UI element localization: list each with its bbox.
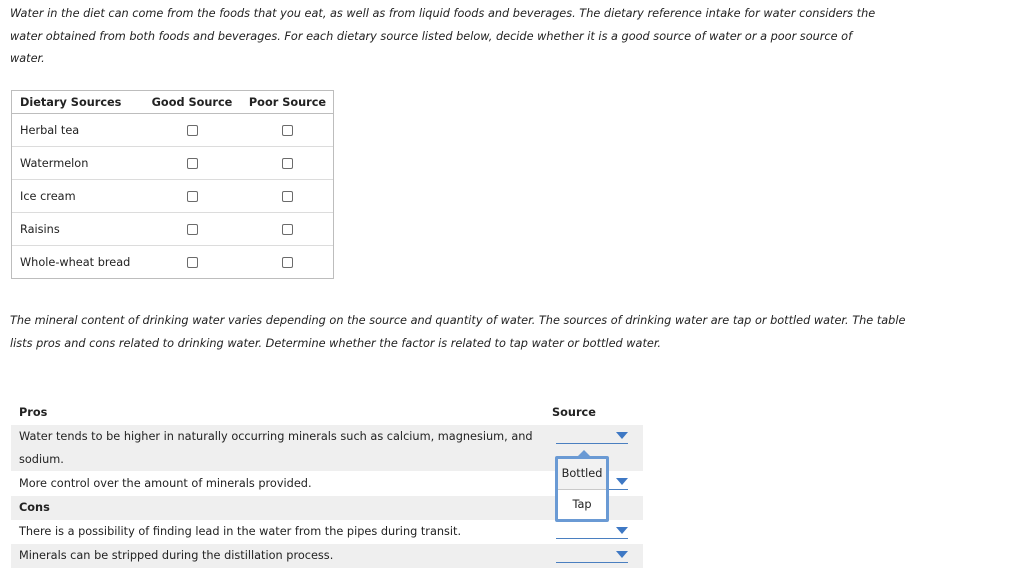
ice-cream-good-checkbox[interactable]	[187, 191, 198, 202]
chevron-down-icon	[616, 527, 628, 534]
table-header	[12, 91, 333, 114]
popup-caret-icon	[578, 450, 590, 456]
watermelon-good-checkbox[interactable]	[187, 158, 198, 169]
pro-1-source-dropdown[interactable]	[556, 429, 628, 444]
raisins-good-checkbox[interactable]	[187, 224, 198, 235]
con-2-text: Minerals can be stripped during the distillation process.	[19, 549, 334, 562]
option-tap[interactable]: Tap	[572, 498, 592, 511]
pro-1-text: Water tends to be higher in naturally occurring minerals such as calcium, magnesium, and sodium.	[19, 430, 533, 466]
mineral-instructions: The mineral content of drinking water varies depending on the source and quantity of water. The sources of drinking water are tap or bottled water. The table lists pros and cons related to drinking water. Determine whether the factor is related to tap water or bottled water.	[10, 314, 906, 350]
table-row	[11, 520, 643, 544]
chevron-down-icon	[616, 551, 628, 558]
cons-header-row	[11, 496, 643, 520]
intro-instructions: Water in the diet can come from the foods that you eat, as well as from liquid foods and beverages. The dietary reference intake for water considers the water obtained from both foods and beverages. For each dietary source listed below, decide whether it is a good source of water or a poor source of water.	[10, 7, 876, 65]
herbal-tea-good-checkbox[interactable]	[187, 125, 198, 136]
row-label-whole-wheat-bread: Whole-wheat bread	[20, 255, 131, 269]
row-label-herbal-tea: Herbal tea	[20, 123, 80, 137]
row-label-watermelon: Watermelon	[20, 156, 89, 170]
con-1-source-dropdown[interactable]	[556, 524, 628, 539]
header-good-source: Good Source	[151, 95, 233, 109]
source-dropdown-menu	[555, 456, 609, 522]
table-row	[11, 544, 643, 568]
header-poor-source: Poor Source	[248, 95, 327, 109]
table-row	[12, 246, 333, 278]
chevron-down-icon	[616, 432, 628, 439]
table-row	[12, 213, 333, 246]
whole-wheat-bread-good-checkbox[interactable]	[187, 257, 198, 268]
table-row	[12, 114, 333, 147]
chevron-down-icon	[616, 478, 628, 485]
row-label-raisins: Raisins	[20, 222, 60, 236]
header-dietary-sources: Dietary Sources	[20, 95, 122, 109]
whole-wheat-bread-poor-checkbox[interactable]	[282, 257, 293, 268]
ice-cream-poor-checkbox[interactable]	[282, 191, 293, 202]
watermelon-poor-checkbox[interactable]	[282, 158, 293, 169]
table-row	[12, 147, 333, 180]
source-header: Source	[552, 406, 596, 419]
cons-header: Cons	[19, 501, 50, 514]
pros-header: Pros	[19, 406, 48, 419]
con-2-source-dropdown[interactable]	[556, 548, 628, 563]
pros-header-row	[11, 403, 643, 423]
option-bottled[interactable]: Bottled	[558, 459, 606, 490]
table-row	[12, 180, 333, 213]
table-row	[11, 425, 643, 471]
herbal-tea-poor-checkbox[interactable]	[282, 125, 293, 136]
dietary-sources-table	[11, 90, 334, 279]
con-1-text: There is a possibility of finding lead in the water from the pipes during transit.	[19, 525, 462, 538]
raisins-poor-checkbox[interactable]	[282, 224, 293, 235]
pro-2-text: More control over the amount of minerals provided.	[19, 477, 312, 490]
row-label-ice-cream: Ice cream	[20, 189, 76, 203]
table-row	[11, 472, 643, 496]
